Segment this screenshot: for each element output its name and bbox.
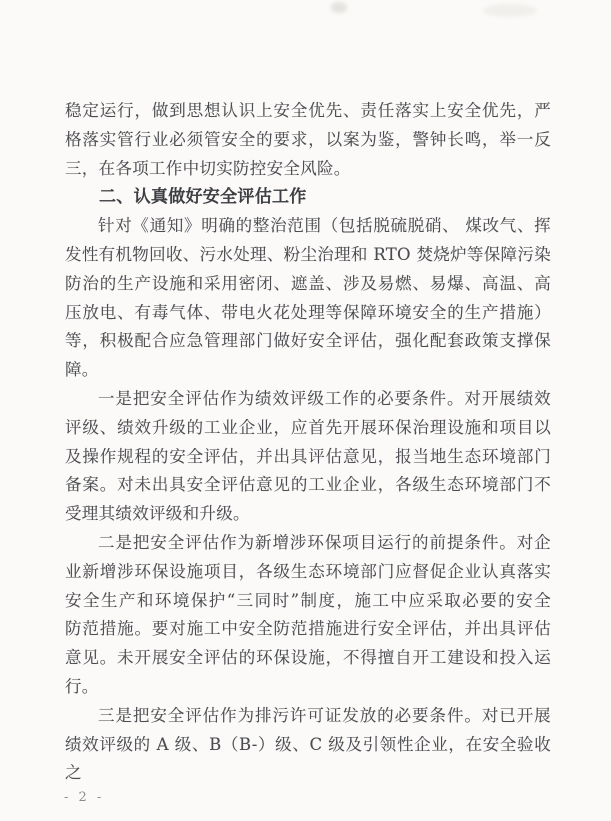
text-line: 发性有机物回收、污水处理、粉尘治理和 RTO 焚烧炉等保障污染 (65, 244, 551, 264)
text-line: 业新增涉环保设施项目，各级生态环境部门应督促企业认真落实 (65, 561, 551, 581)
section-heading: 二、认真做好安全评估工作 (99, 187, 307, 208)
text-line: 三是把安全评估作为排污许可证发放的必要条件。对已开展 (98, 705, 551, 725)
page-number: - 2 - (64, 790, 105, 805)
text-line: 等，积极配合应急管理部门做好安全评估，强化配套政策支撑保 (65, 331, 551, 351)
text-line: 针对《通知》明确的整治范围（包括脱硫脱硝、 煤改气、挥 (98, 216, 551, 236)
text-line: 意见。未开展安全评估的环保设施，不得擅自开工建设和投入运 (65, 648, 551, 668)
text-line: 行。 (65, 676, 99, 696)
text-line: 评级、绩效升级的工业企业，应首先开展环保治理设施和项目以 (65, 417, 551, 437)
text-line: 防治的生产设施和采用密闭、遮盖、涉及易燃、易爆、高温、高 (65, 273, 551, 293)
text-line: 防范措施。要对施工中安全防范措施进行安全评估，并出具评估 (65, 619, 551, 639)
text-line: 备案。对未出具安全评估意见的工业企业，各级生态环境部门不 (65, 475, 551, 495)
text-line: 受理其绩效评级和升级。 (65, 504, 250, 524)
text-line: 三，在各项工作中切实防控安全风险。 (65, 158, 351, 178)
text-line: 一是把安全评估作为绩效评级工作的必要条件。对开展绩效 (98, 388, 551, 408)
text-line: 障。 (65, 360, 99, 380)
text-line: 安全生产和环境保护“三同时”制度，施工中应采取必要的安全 (65, 590, 551, 610)
text-line: 绩效评级的 A 级、B（B-）级、C 级及引领性企业，在安全验收之 (65, 734, 551, 783)
scan-artifact (331, 2, 347, 13)
text-line: 及操作规程的安全评估，并出具评估意见，报当地生态环境部门 (65, 446, 551, 466)
text-line: 二是把安全评估作为新增涉环保项目运行的前提条件。对企 (98, 532, 551, 552)
scan-artifact (483, 4, 537, 17)
text-line: 压放电、有毒气体、带电火花处理等保障环境安全的生产措施） (65, 302, 551, 322)
text-line: 格落实管行业必须管安全的要求，以案为鉴，警钟长鸣，举一反 (65, 129, 551, 149)
document-body (65, 97, 551, 783)
text-line: 稳定运行，做到思想认识上安全优先、责任落实上安全优先，严 (65, 101, 551, 120)
